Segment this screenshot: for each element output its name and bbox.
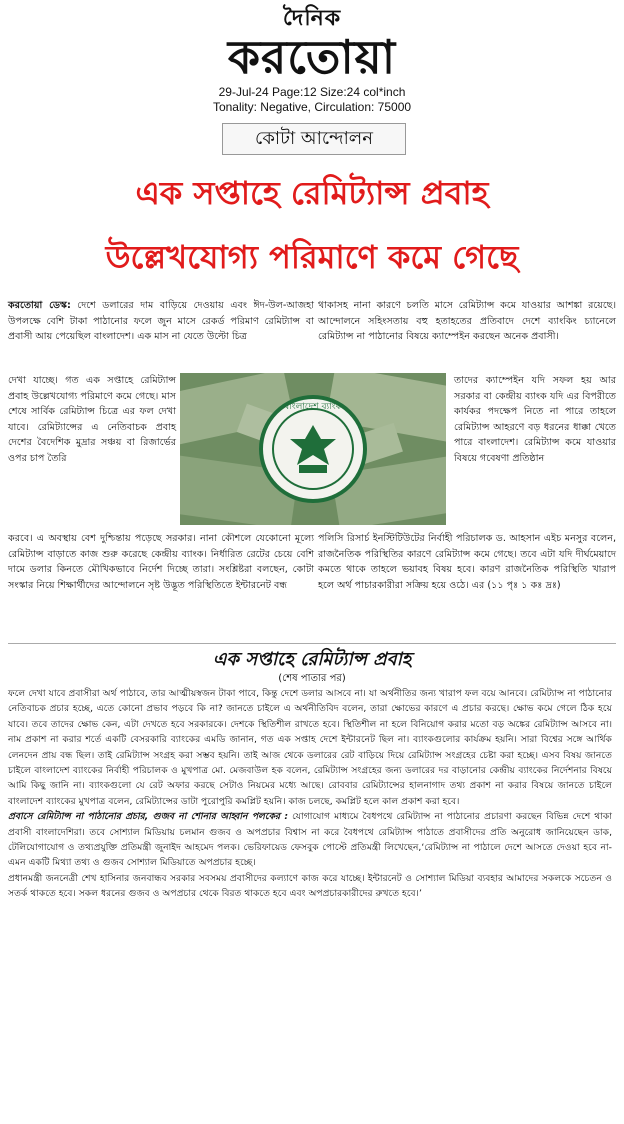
banknotes-seal-image (180, 373, 446, 525)
clipping-meta-line: 29-Jul-24 Page:12 Size:24 col*inch (218, 85, 406, 99)
article-left-top (8, 298, 314, 345)
continuation-paragraph-2 (8, 809, 612, 871)
clipping-tonality-line: Tonality: Negative, Circulation: 75000 (212, 100, 412, 114)
seal-text: বাংলাদেশ ব্যাংক (284, 402, 342, 412)
masthead-top-word: দৈনিক (282, 6, 342, 31)
dateline: করতোয়া ডেস্ক: (8, 300, 71, 311)
continuation-paragraph-1: ফলে দেখা যাবে প্রবাসীরা অর্থ পাঠাবে, তার আত্মীয়স্বজন টাকা পাবে, কিন্তু দেশে ডলার আসবে না। যা অর্থনীতির জন্য খারাপ ফল বয়ে আনবে। রেমিট্যান্স না পাঠানোর নেতিবাচক প্রচার হচ্ছে, এতে কোনো প্রভাব পড়বে কি না? জানতে চাইলে এ অর্থনীতিবিদ বলেন, তারা ক্ষোভের কারণে এ প্রচার করছে। ক্ষোভ কমে গেলে ঠিক হয়ে যাবে। তবে তাদের ক্ষোভ কেন, এটা দেখতে হবে সরকারকে। দেশকে স্থিতিশীল রাখতে হবে। স্থিতিশীল না হলে বিনিয়োগ করার মতো বড় অঙ্কের রেমিট্যান্স আসবে না। নাম প্রকাশ না করার শর্তে একটি বেসরকারি ব্যাংকের এমডি জানান, গত এক সপ্তাহ দেশে ইন্টারনেট ছিল না। ব্যাংকগুলোর কার্যক্রম হয়নি। সারা বিশ্বের সঙ্গে আর্থিক লেনদেন প্রায় বন্ধ ছিল। তাই রেমিট্যান্স সংগ্রহ করা সম্ভব হয়নি। তাই আজ থেকে ডলারের রেট বাড়িয়ে দিয়ে রেমিট্যান্স সংগ্রহের চেষ্টা করা হচ্ছে। এসব বিষয় জানতে চাইলে বাংলাদেশ ব্যাংকের নির্বাহী পরিচালক ও মুখপাত্র মো. মেজবাউল হক বলেন, রেমিট্যান্স সংগ্রহের জন্য ডলারের দর বাড়ানোর কেন্দ্রীয় ব্যাংকের নির্দেশনার বিষয়ে আমি কিছু জানি না। ব্যাংকগুলো যে রেট অফার করছে সেটাও নিয়মের মধ্যে আছে। রোববার রেমিট্যান্সের হালনাগাদ তথ্য প্রকাশ না করার বিষয়ে জানতে চাইলে বাংলাদেশ ব্যাংকের মুখপাত্র বলেন, রেমিট্যান্সের ডাটা পুরোপুরি কমপ্লিট হয়নি। কাজ চলছে, কমপ্লিট হলে কাল প্রকাশ করা হবে। (8, 688, 612, 807)
continuation-paragraph-3: প্রধানমন্ত্রী জননেত্রী শেখ হাসিনার জনবান্ধব সরকার সবসময় প্রবাসীদের কল্যাণে কাজ করে যাচ্ছে। ইন্টারনেট ও সোশ্যাল মিডিয়া ব্যবহার আমাদের সকলকে সচেতন ও সতর্ক থাকতে হবে। সকল ধরনের গুজব ও অপপ্রচার থেকে বিরত থাকতে হবে এবং অপপ্রচারকারীদের রুখতে হবে।’ (8, 872, 612, 900)
continuation-body (8, 686, 612, 902)
masthead (0, 6, 624, 82)
article-left-bottom: করবে। এ অবস্থায় বেশ দুশ্চিন্তায় পড়েছে সরকার। নানা কৌশলে যেকোনো মূল্যে রেমিট্যান্স বাড়াতে কাজ শুরু করেছে কেন্দ্রীয় ব্যাংক। নির্ধারিত রেটের চেয়ে বেশি দামে ডলার কিনতে মৌখিকভাবে নির্দেশ দিচ্ছে তারা। সংশ্লিষ্টরা বলছেন, কোটা সংস্কার নিয়ে শিক্ষার্থীদের আন্দোলনে সৃষ্ট উদ্ভূত পরিস্থিতিতে ইন্টারনেট বন্ধ (8, 533, 314, 591)
kicker-text: কোটা আন্দোলন (255, 128, 373, 149)
kicker-box (222, 123, 406, 155)
headline-line-2: উল্লেখযোগ্য পরিমাণে কমে গেছে (105, 238, 519, 276)
article-text: দেশে ডলারের দাম বাড়িয়ে দেওয়ায় এবং ঈদ-উল-আজহা উপলক্ষে বেশি টাকা পাঠানোর ফলে জুন মাসে রেকর্ড পরিমাণ রেমিট্যান্স বা প্রবাসী আয় পেয়েছিল বাংলাদেশ। এক মাস না যেতে উল্টো চিত্র (8, 300, 314, 343)
article-right-mid: তাদের ক্যাম্পেইন যদি সফল হয় আর সরকার বা কেন্দ্রীয় ব্যাংক যদি এর বিপরীতে কার্যকর পদক্ষেপ নিতে না পারে তাহলে রেমিট্যান্স আহরণে বড় ধরনের ধাক্কা খেতে পারে বাংলাদেশ। রেমিট্যান্স কমে যাওয়ার বিষয়ে গবেষণা প্রতিষ্ঠান (454, 375, 616, 464)
section-divider (8, 643, 616, 644)
masthead-paper-name: করতোয়া (227, 30, 397, 84)
continuation-paragraph-2-text: যোগাযোগ মাধ্যমে বৈধপথে রেমিট্যান্স না পাঠানোর প্রচারণা করছেন বিভিন্ন দেশে থাকা প্রবাসী বাংলাদেশিরা। তবে সোশ্যাল মিডিয়ায় চলমান গুজব ও অপপ্রচার বিশ্বাস না করে বৈধপথে রেমিট্যান্স পাঠাতে প্রবাসীদের প্রতি অনুরোধ জানিয়েছেন ডাক, টেলিযোগাযোগ ও তথ্যপ্রযুক্তি প্রতিমন্ত্রী জুনাইদ আহমেদ পলক। ভেরিফায়েড ফেসবুক পোস্টে প্রতিমন্ত্রী লিখেছেন,‘রেমিট্যান্স না পাঠালে দেশে আসতে দেওয়া হবে না- এমন একটি মিথ্যা তথ্য ও গুজব সোশ্যাল মিডিয়াতে অপপ্রচার হচ্ছে। (8, 811, 612, 869)
continuation-subheading: প্রবাসে রেমিট্যান্স না পাঠানোর প্রচার, গুজব না শোনার আহ্বান পলকের : (8, 811, 289, 823)
continuation-note: (শেষ পাতার পর) (278, 673, 346, 684)
article-right-bottom: পলিসি রিসার্চ ইনস্টিটিউটের নির্বাহী পরিচালক ড. আহসান এইচ মনসুর বলেন, রাজনৈতিক পরিস্থিতির কারণে রেমিট্যান্স কমে গেছে। তবে এটা যদি দীর্ঘমেয়াদে কমতে থাকে তাহলে ভয়াবহ বিষয় হবে। কারণ রাজনৈতিক পরিস্থিতি খারাপ হলে অর্থ পাচারকারীরা সক্রিয় হয়ে ওঠে। এর (১১ পৃঃ ১ কঃ দ্রঃ) (318, 533, 616, 591)
continuation-title: এক সপ্তাহে রেমিট্যান্স প্রবাহ (212, 649, 412, 670)
article-photo (180, 373, 446, 525)
headline-line-1: এক সপ্তাহে রেমিট্যান্স প্রবাহ (135, 174, 489, 212)
article-right-top: থাকাসহ নানা কারণে চলতি মাসে রেমিট্যান্স কমে যাওয়ার আশঙ্কা রয়েছে। আন্দোলনে সহিংসতায় বহু হতাহতের প্রতিবাদে দেশে ব্যাংকিং চ্যানেলে রেমিট্যান্স না পাঠানোর বিষয়ে ক্যাম্পেইন করছেন অনেক প্রবাসী। (318, 300, 616, 343)
article-left-mid: দেখা যাচ্ছে। গত এক সপ্তাহে রেমিট্যান্স প্রবাহ উল্লেখযোগ্য পরিমাণে কমে গেছে। মাস শেষে সার্বিক রেমিট্যান্স চিত্রে এর ফল দেখা যাবে। রেমিট্যান্সের এ নেতিবাচক প্রবাহ দেশের বৈদেশিক মুদ্রার সঞ্চয় বা রিজার্ভের ওপর চাপ তৈরি (8, 375, 176, 464)
